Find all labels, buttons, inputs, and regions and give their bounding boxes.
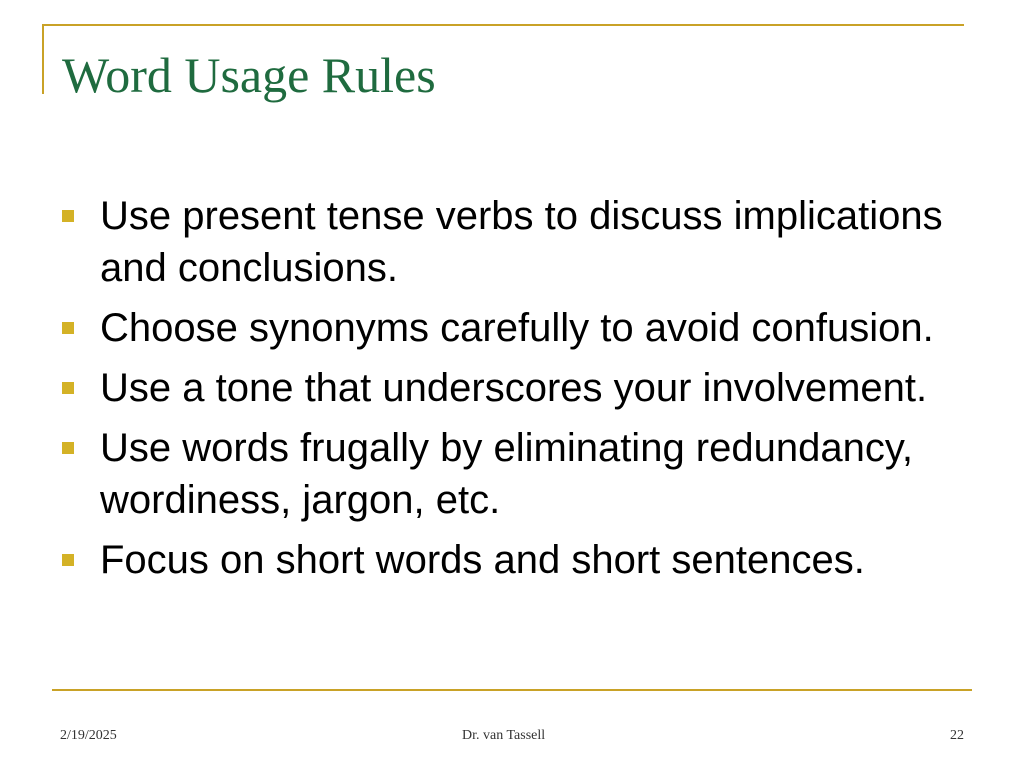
page-number: 22 [950,728,964,743]
bullet-item [62,190,962,294]
bullet-text: Use a tone that underscores your involvement. [100,366,928,410]
footer-rule [52,689,972,691]
title-top-rule [42,24,964,26]
title-left-rule [42,24,44,94]
square-bullet-icon [62,322,74,334]
bullet-text: Use present tense verbs to discuss implications and conclusions. [100,194,943,290]
bullet-item [62,302,962,354]
square-bullet-icon [62,442,74,454]
footer-author: Dr. van Tassell [462,728,546,743]
bullet-item [62,534,962,586]
square-bullet-icon [62,210,74,222]
square-bullet-icon [62,554,74,566]
footer-date: 2/19/2025 [60,728,117,743]
bullet-item [62,422,962,526]
bullet-text: Choose synonyms carefully to avoid confusion. [100,306,934,350]
slide-title: Word Usage Rules [62,47,436,103]
bullet-list [62,190,962,594]
square-bullet-icon [62,382,74,394]
bullet-text: Focus on short words and short sentences. [100,538,865,582]
bullet-text: Use words frugally by eliminating redundancy, wordiness, jargon, etc. [100,426,913,522]
bullet-item [62,362,962,414]
